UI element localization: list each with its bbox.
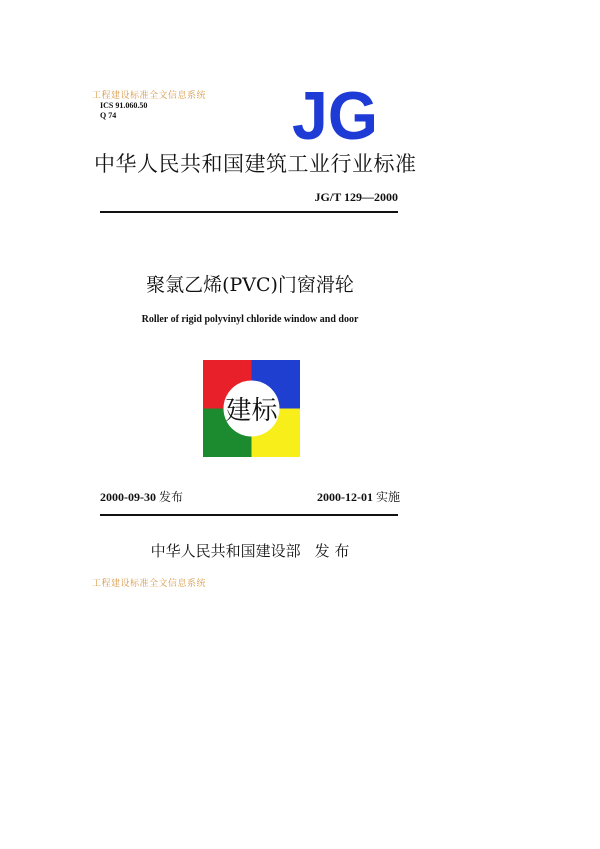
emblem-text: 建标 bbox=[225, 396, 278, 426]
jg-logo bbox=[291, 86, 379, 142]
issuer-name: 中华人民共和国建设部 bbox=[150, 542, 301, 560]
issuer-line bbox=[100, 540, 400, 561]
issue-date bbox=[100, 488, 183, 505]
ics-code: ICS 91.060.50 bbox=[100, 101, 148, 110]
issue-date-label: 发布 bbox=[159, 490, 184, 504]
implementation-date-value: 2000-12-01 bbox=[316, 490, 373, 504]
issuing-body-header: 中华人民共和国建筑工业行业标准 bbox=[94, 152, 417, 176]
date-divider bbox=[100, 514, 398, 516]
title-english: Roller of rigid polyvinyl chloride window and door bbox=[141, 314, 359, 325]
watermark-bottom: 工程建设标准全文信息系统 bbox=[92, 579, 207, 589]
issue-date-value: 2000-09-30 bbox=[100, 490, 156, 504]
header-divider bbox=[100, 211, 398, 213]
implementation-date-label: 实施 bbox=[375, 490, 400, 504]
standard-number: JG/T 129—2000 bbox=[314, 190, 398, 204]
category-code: Q 74 bbox=[100, 111, 117, 120]
implementation-date bbox=[286, 488, 400, 505]
watermark-top: 工程建设标准全文信息系统 bbox=[92, 91, 207, 101]
issuer-action: 发 布 bbox=[314, 542, 350, 560]
jianbiao-emblem bbox=[203, 360, 300, 457]
title-chinese: 聚氯乙烯(PVC)门窗滑轮 bbox=[146, 274, 354, 296]
jg-logo-text: JG bbox=[292, 86, 378, 142]
